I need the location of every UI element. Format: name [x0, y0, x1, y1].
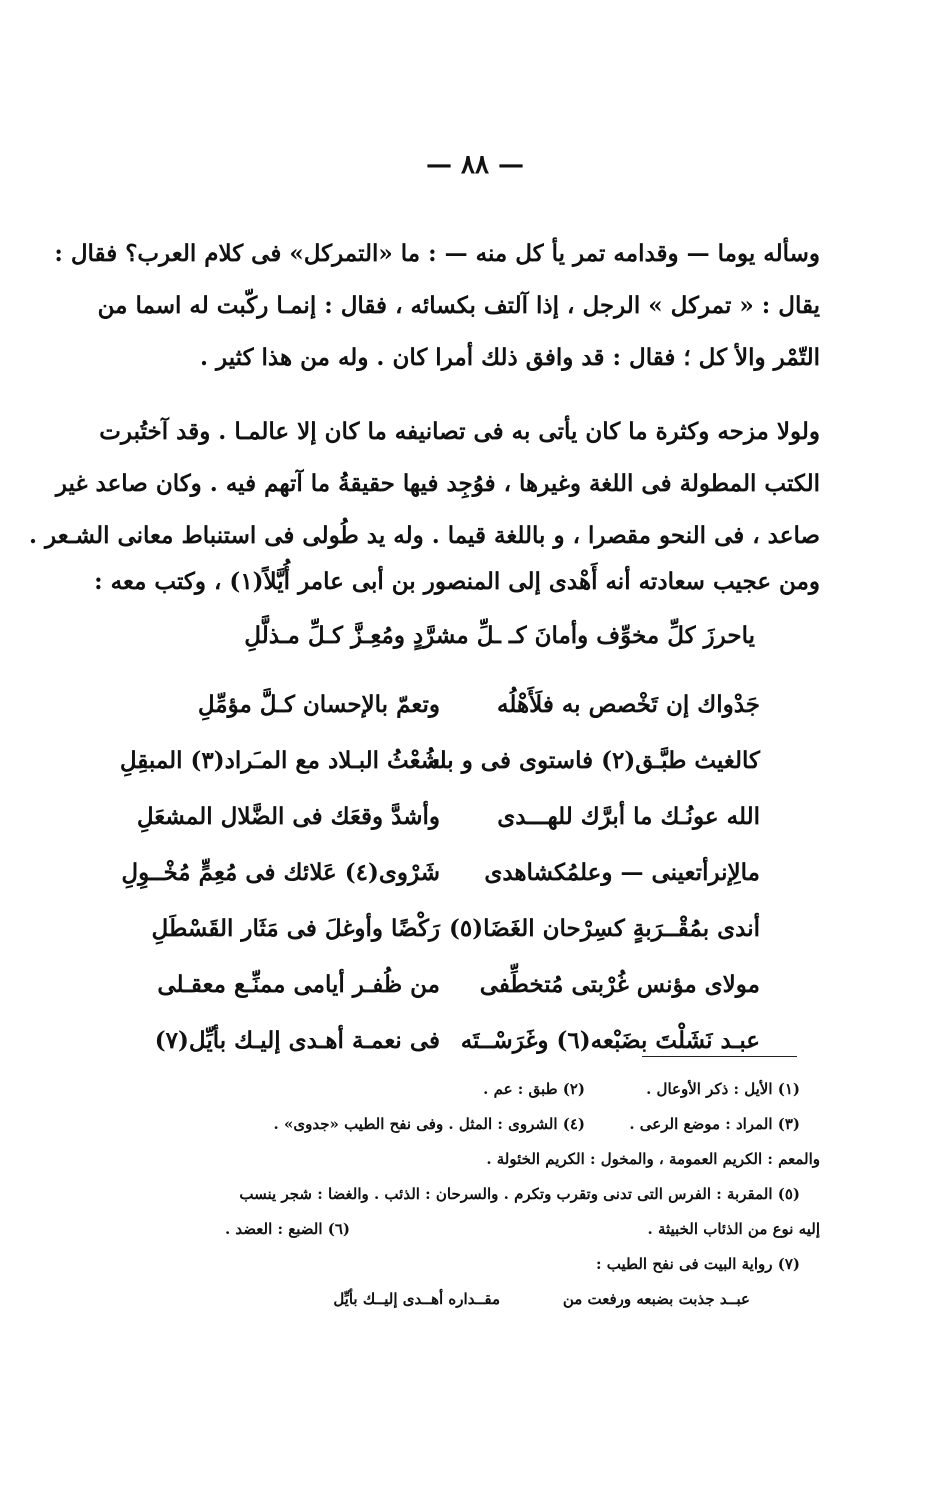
paragraph-line: التّمْر والأ كل ؛ فقال : قد وافق ذلك أمرا كان . وله من هذا كثير . [200, 344, 820, 371]
hemistich-first: مولاى مؤنس غُرْبتى مُتخطِّفى [479, 970, 760, 998]
footnote-7-hemistich-first: عبــد جذبت بضبعه ورفعت من [562, 1290, 750, 1308]
poem [119, 676, 760, 1068]
hemistich-first: الله عونُـك ما أبرَّك للهـــدى [497, 802, 760, 830]
page-number: — ٨٨ — [425, 150, 525, 180]
verse-row [151, 900, 760, 956]
footnote-divider [642, 1056, 797, 1057]
footnote-7-verse [140, 1282, 820, 1322]
verse-row [170, 676, 760, 732]
hemistich-second: شُعْثُ البـلاد مع المـَراد(٣) المبقِلِ [119, 746, 440, 774]
verse-opening: ياحرزَ كلِّ مخوِّف وأمانَ كـ ـلِّ مشرَّدٍ ومُعِـزَّ كـلِّ مـذلَّلِ [244, 622, 755, 649]
footnote-5-continuation: إليه نوع من الذئاب الخبيثة . [647, 1220, 820, 1238]
hemistich-first: عبـد نَشَلْتَ بضَبْعه(٦) وغَرَسْــتَه [460, 1026, 760, 1054]
hemistich-second: فى نعمـة أهـدى إليـك بأيِّل(٧) [154, 1026, 440, 1054]
paragraph-tamarkul [54, 228, 820, 384]
hemistich-second: رَكْضًا وأوغلَ فى مَثَار القَسْطَلِ [151, 914, 440, 942]
paragraph-saad [29, 406, 820, 602]
footnote-4-continuation: والمعم : الكريم العمومة ، والمخول : الكريم الخئولة . [486, 1150, 820, 1168]
footnote-5: (٥) المقربة : الفرس التى تدنى وتقرب وتكرم . والسرحان : الذئب . والغضا : شجر ينسب [239, 1185, 800, 1203]
paragraph-line: الكتب المطولة فى اللغة وغيرها ، فوُجِد فيها حقيقةُ ما آتهم فيه . وكان صاعد غير [55, 470, 820, 497]
verse-row [157, 956, 760, 1012]
verse-row [119, 732, 760, 788]
hemistich-first: جَدْواك إن تَخْصص به فلَأَهْلُه [497, 690, 760, 718]
verse-row [121, 844, 760, 900]
footnote-1: (١) الأيل : ذكر الأوعال . [646, 1080, 800, 1098]
hemistich-second: وتعمّ بالإحسان كـلَّ مؤمِّلِ [197, 690, 440, 718]
hemistich-first: أندى بمُقْــرَبةٍ كسِرْحان الغَضَا(٥) [449, 914, 760, 942]
paragraph-line: وسأله يوما — وقدامه تمر يأ كل منه — : ما «التمركل» فى كلام العرب؟ فقال : [54, 240, 820, 267]
hemistich-second: شَرْوى(٤) عَلائك فى مُعِمٍّ مُخْــوِلِ [121, 858, 440, 886]
verse-row [136, 788, 760, 844]
hemistich-second: وأشدَّ وقعَك فى الضَّلال المشعَلِ [136, 802, 440, 830]
hemistich-second: من ظُفـر أيامى ممنِّـع معقـلى [157, 970, 440, 998]
paragraph-line: ولولا مزحه وكثرة ما كان يأتى به فى تصانيفه ما كان إلا عالمـا . وقد آختُبرت [99, 418, 820, 445]
footnote-7-hemistich-second: مقــداره أهــدى إليــك بأيِّل [333, 1290, 500, 1308]
verse-row [154, 1012, 760, 1068]
paragraph-line: ومن عجيب سعادته أنه أَهْدى إلى المنصور بن أبى عامر أُيَّلاً(١) ، وكتب معه : [94, 568, 820, 595]
hemistich-first: مالِإنرأتعينى — وعلمُكشاهدى [484, 858, 760, 886]
footnote-6: (٦) الضبع : العضد . [224, 1220, 350, 1238]
footnote-3: (٣) المراد : موضع الرعى . [629, 1115, 800, 1133]
footnotes [140, 1072, 820, 1322]
footnote-7: (٧) رواية البيت فى نفح الطيب : [596, 1255, 800, 1273]
footnote-row [140, 1107, 820, 1142]
paragraph-line: صاعد ، فى النحو مقصرا ، و باللغة قيما . وله يد طُولى فى استنباط معانى الشـعر . [29, 522, 820, 549]
footnote-row [140, 1212, 820, 1247]
footnote-2: (٢) طبق : عم . [483, 1080, 585, 1098]
paragraph-line: يقال : « تمركل » الرجل ، إذا آلتف بكسائه ، فقال : إنمـا ركّبت له اسما من [97, 292, 820, 319]
footnote-4: (٤) الشروى : المثل . وفى نفح الطيب «جدوى» . [273, 1115, 585, 1133]
hemistich-first: كالغيث طبَّـق(٢) فاستوى فى و بله [427, 746, 760, 774]
footnote-row [140, 1072, 820, 1107]
